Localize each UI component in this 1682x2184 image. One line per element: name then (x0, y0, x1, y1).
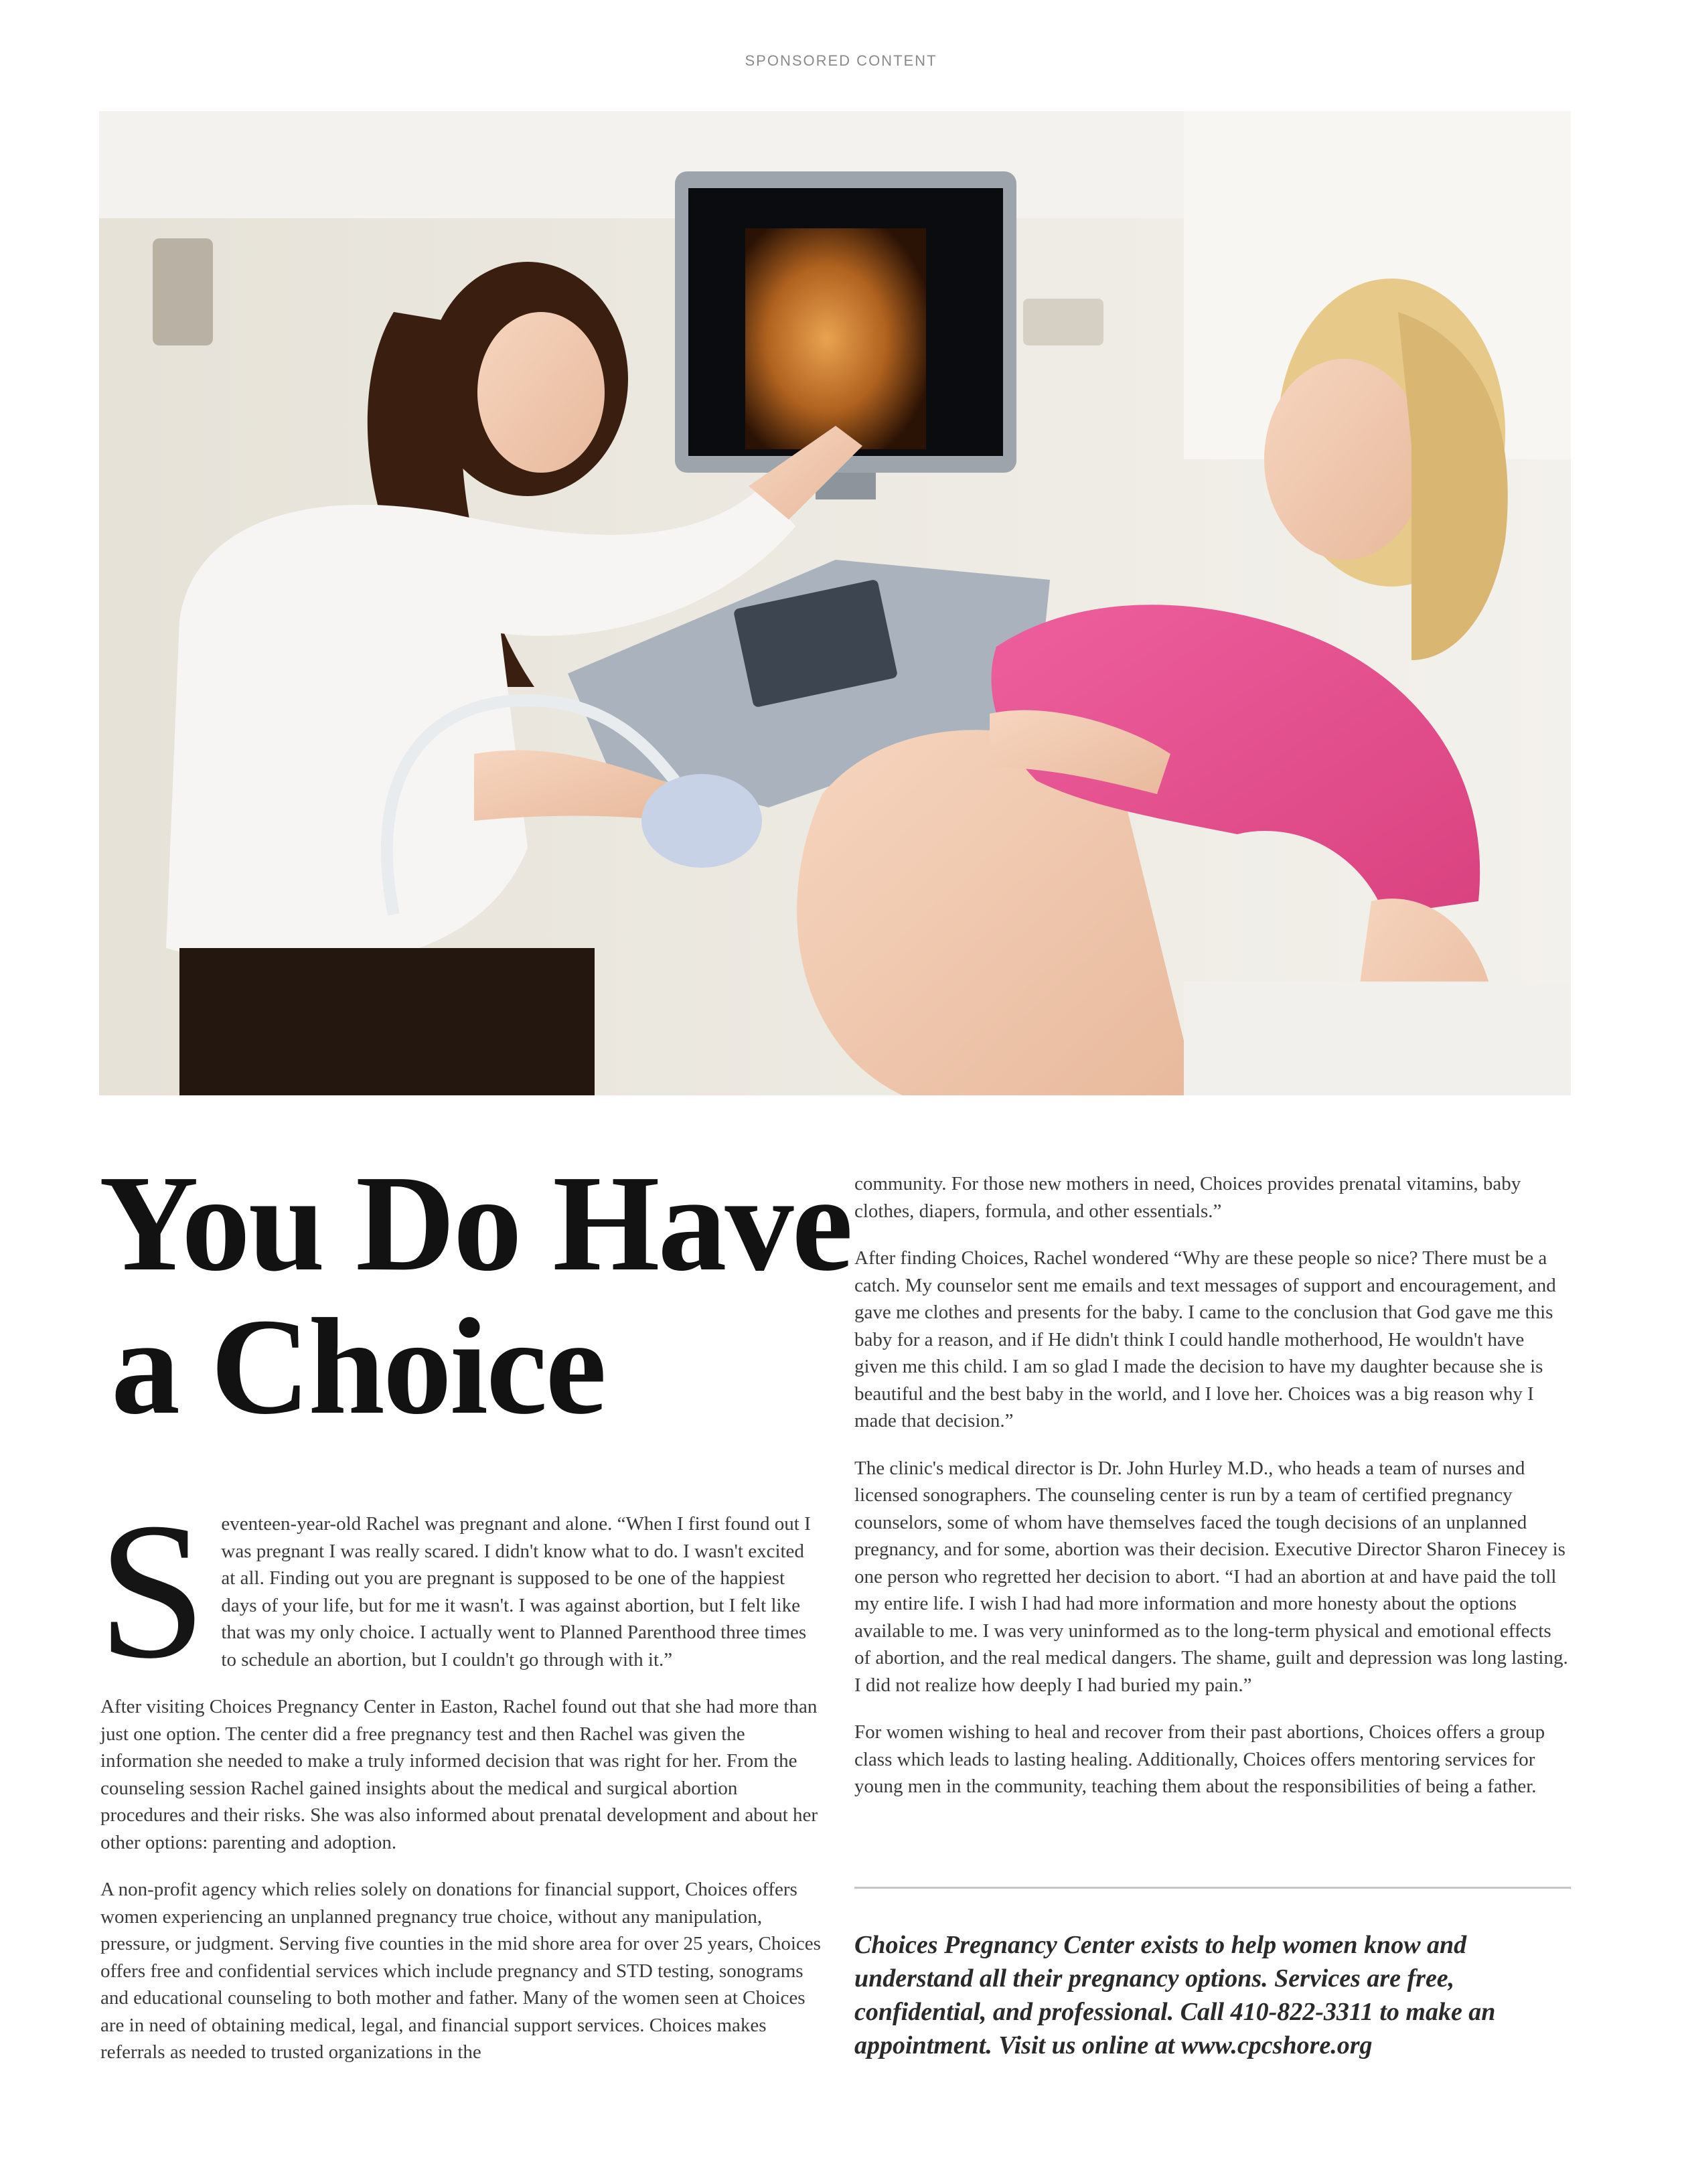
article-paragraph: A non-profit agency which relies solely on donations for financial support, Choices offers women experiencing an unplanned pregnancy true choice, without any manipulation, pressure, or judgment. Serving five counties in the mid shore area for over 25 years, Choices offers free and confidential services which include pregnancy and STD testing, sonograms and educational counseling to both mother and father. Many of the women seen at Choices are in need of obtaining medical, legal, and financial support services. Choices makes referrals as needed to trusted organizations in the (100, 1879, 821, 2063)
article-left-column (98, 1483, 822, 2086)
article-paragraph: community. For those new mothers in need, Choices provides prenatal vitamins, baby clothes, diapers, formula, and other essentials.” (854, 1173, 1521, 1222)
lead-paragraph-text: eventeen-year-old Rachel was pregnant and alone. “When I first found out I was pregnant I was really scared. I didn't know what to do. I wasn't excited at all. Finding out you are pregnant is supposed to be one of the happiest days of your life, but for me it wasn't. I was against abortion, but I felt like that was my only choice. I actually went to Planned Parenthood three times to schedule an abortion, but I couldn't go through with it.” (221, 1513, 811, 1670)
article-paragraph: The clinic's medical director is Dr. John Hurley M.D., who heads a team of nurses and licensed sonographers. The counseling center is run by a team of certified pregnancy counselors, some of whom have themselves faced the tough decisions of an unplanned pregnancy, and for some, abortion was their decision. Executive Director Sharon Finecey is one person who regretted her decision to abort. “I had an abortion at and have paid the toll my entire life. I wish I had had more information and more honesty about the options available to me. I was very uninformed as to the long-term physical and emotional effects of abortion, and the real medical dangers. The shame, guilt and depression was long lasting. I did not realize how deeply I had buried my pain.” (854, 1457, 1568, 1696)
article-title (99, 1146, 862, 1443)
photo-illustration (99, 111, 1571, 1095)
ultrasound-photo (99, 111, 1571, 1095)
callout-text: Choices Pregnancy Center exists to help women know and understand all their pregnancy options. Services are free, confidential, and professional. Call 410-822-3311 to make an appointment. Visit us online at www.cpcshore.org (854, 1931, 1496, 2059)
article-right-column (854, 1170, 1571, 1820)
drop-cap: S (98, 1483, 207, 1699)
article-title-line2: a Choice (111, 1290, 605, 1443)
article-paragraph: After visiting Choices Pregnancy Center in Easton, Rachel found out that she had more than just one option. The center did a free pregnancy test and then Rachel was given the information she needed to make a truly informed decision that was right for her. From the counseling session Rachel gained insights about the medical and surgical abortion procedures and their risks. She was also informed about prenatal development and about her other options: parenting and adoption. (100, 1696, 818, 1853)
article-paragraph: After finding Choices, Rachel wondered “Why are these people so nice? There must be a catch. My counselor sent me emails and text messages of support and encouragement, and gave me clothes and presents for the baby. I came to the conclusion that God gave me this baby for a reason, and if He didn't think I could handle motherhood, He wouldn't have given me this child. I am so glad I made the decision to have my daughter because she is beautiful and the best baby in the world, and I love her. Choices was a big reason why I made that decision.” (854, 1247, 1556, 1431)
article-title-line1: You Do Have (99, 1146, 851, 1300)
article-paragraph: For women wishing to heal and recover from their past abortions, Choices offers a group class which leads to lasting healing. Additionally, Choices offers mentoring services for young men in the community, teaching them about the responsibilities of being a father. (854, 1721, 1545, 1797)
article-lead-paragraph (98, 1483, 822, 1699)
sponsored-content-label: SPONSORED CONTENT (745, 52, 937, 69)
section-divider (854, 1887, 1571, 1889)
